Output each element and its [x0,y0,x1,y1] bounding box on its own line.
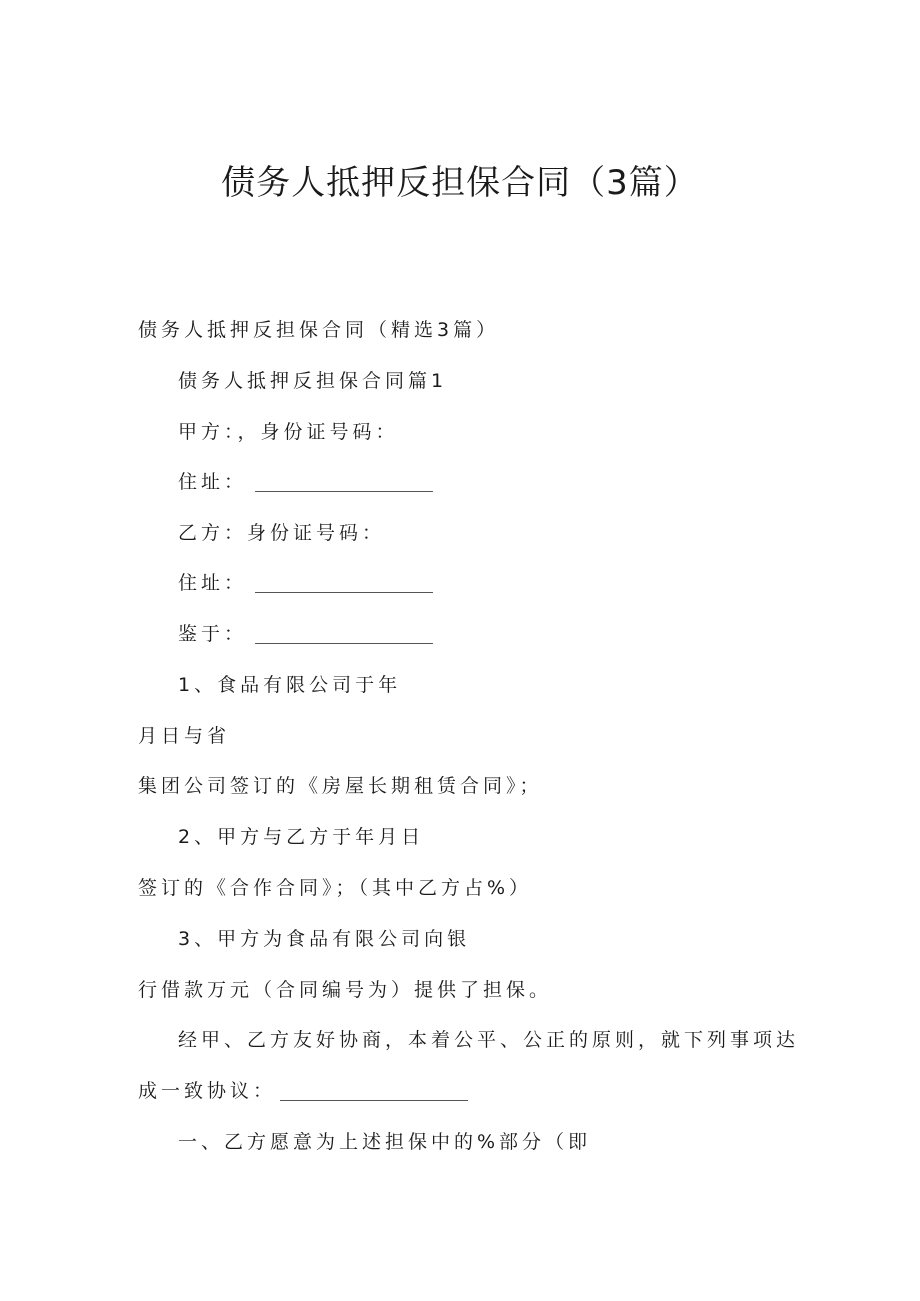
clause-1-line-1: 一、乙方愿意为上述担保中的%部分（即 [178,1131,592,1153]
party-a-line: 甲方：，身份证号码： [178,421,399,443]
item-2-line-2: 签订的《合作合同》；（其中乙方占%） [138,877,533,899]
agreement-line-2 [138,1079,468,1103]
item-1-line-1: 1、食品有限公司于年 [178,674,402,696]
document-title: 债务人抵押反担保合同（3篇） [221,163,699,203]
agreement-label: 成一致协议： [138,1080,277,1102]
agreement-blank [280,1082,468,1101]
item-1-line-2: 月日与省 [138,725,231,747]
item-3-line-1: 3、甲方为食品有限公司向银 [178,928,471,950]
address-line-2 [178,571,433,595]
whereas-line [178,622,433,646]
whereas-blank [255,625,433,644]
address-blank [255,574,433,593]
item-3-line-2: 行借款万元（合同编号为）提供了担保。 [138,979,553,1001]
item-1-line-3: 集团公司签订的《房屋长期租赁合同》； [138,775,543,797]
party-b-line: 乙方：身份证号码： [178,522,386,544]
section-heading: 债务人抵押反担保合同篇1 [178,370,448,392]
item-2-line-1: 2、甲方与乙方于年月日 [178,826,425,848]
address-label: 住址： [178,471,248,493]
address-label: 住址： [178,572,248,594]
address-blank [255,473,433,492]
document-subtitle: 债务人抵押反担保合同（精选3篇） [138,319,500,341]
agreement-line-1: 经甲、乙方友好协商，本着公平、公正的原则，就下列事项达 [178,1029,800,1051]
address-line-1 [178,470,433,494]
whereas-label: 鉴于： [178,623,248,645]
